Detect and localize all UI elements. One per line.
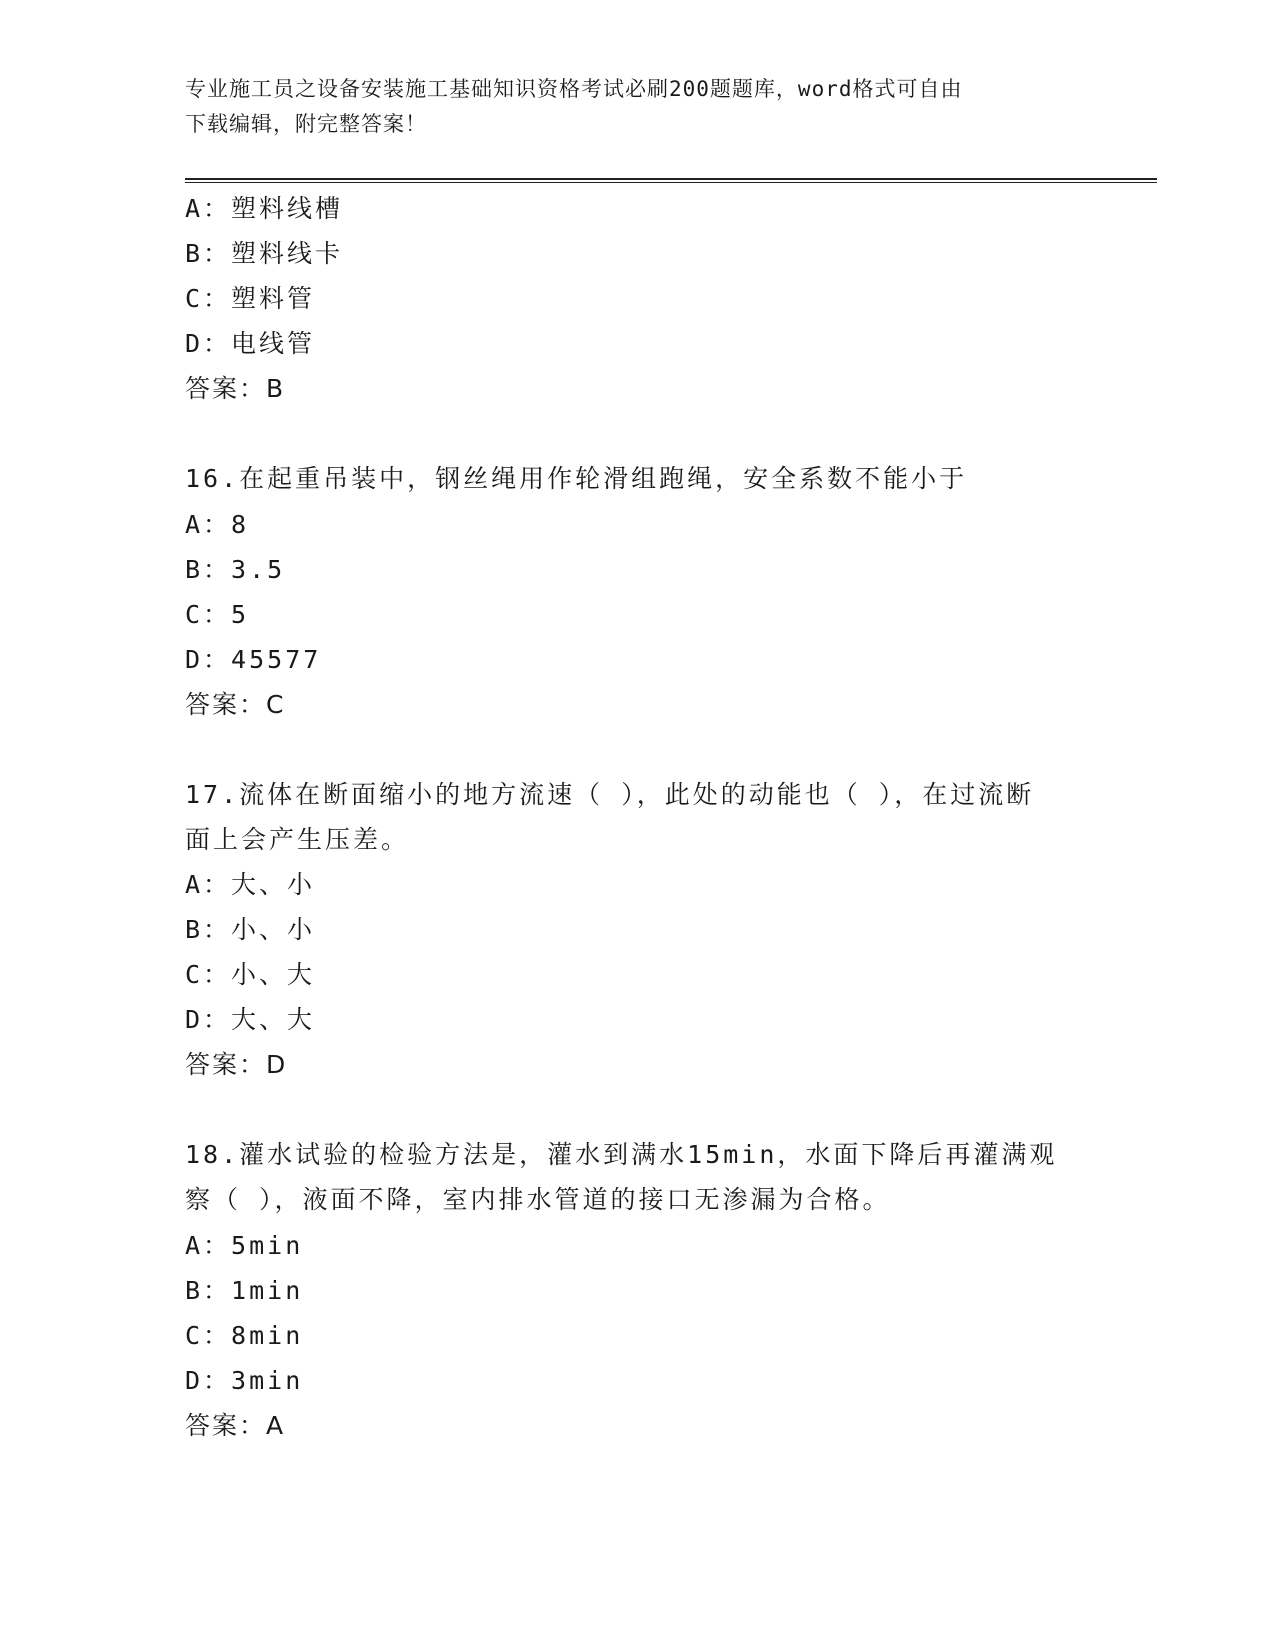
header-divider bbox=[185, 178, 1157, 183]
q18-option-b: B：1min bbox=[185, 1276, 304, 1305]
document-header bbox=[185, 72, 1085, 142]
q15-option-d: D：电线管 bbox=[185, 329, 316, 358]
q15-option-c: C：塑料管 bbox=[185, 284, 316, 313]
q17-option-d: D：大、大 bbox=[185, 1005, 316, 1034]
q16-stem: 16.在起重吊装中，钢丝绳用作轮滑组跑绳，安全系数不能小于 bbox=[185, 464, 968, 493]
q17-stem-line-1: 17.流体在断面缩小的地方流速（ ），此处的动能也（ ），在过流断 bbox=[185, 780, 1035, 809]
q18-option-c: C：8min bbox=[185, 1321, 304, 1350]
q15-option-b: B：塑料线卡 bbox=[185, 239, 344, 268]
q15-answer: 答案：B bbox=[185, 374, 286, 403]
q16-answer: 答案：C bbox=[185, 690, 286, 719]
q18-option-a: A：5min bbox=[185, 1231, 304, 1260]
q18-option-d: D：3min bbox=[185, 1366, 304, 1395]
q15-option-a: A：塑料线槽 bbox=[185, 194, 344, 223]
q17-answer: 答案：D bbox=[185, 1050, 288, 1079]
header-line-1: 专业施工员之设备安装施工基础知识资格考试必刷200题题库，word格式可自由 bbox=[185, 77, 963, 101]
q17-option-c: C：小、大 bbox=[185, 960, 316, 989]
q18-stem-line-1: 18.灌水试验的检验方法是，灌水到满水15min，水面下降后再灌满观 bbox=[185, 1140, 1058, 1169]
q16-option-a: A：8 bbox=[185, 510, 250, 539]
q16-option-d: D：45577 bbox=[185, 645, 322, 674]
q17-option-b: B：小、小 bbox=[185, 915, 316, 944]
header-line-2: 下载编辑，附完整答案！ bbox=[185, 112, 427, 136]
q18-stem-line-2: 察（ ），液面不降，室内排水管道的接口无渗漏为合格。 bbox=[185, 1185, 891, 1214]
q16-option-c: C：5 bbox=[185, 600, 250, 629]
q16-option-b: B：3.5 bbox=[185, 555, 286, 584]
q17-stem-line-2: 面上会产生压差。 bbox=[185, 825, 410, 854]
q18-answer: 答案：A bbox=[185, 1411, 286, 1440]
q17-option-a: A：大、小 bbox=[185, 870, 316, 899]
